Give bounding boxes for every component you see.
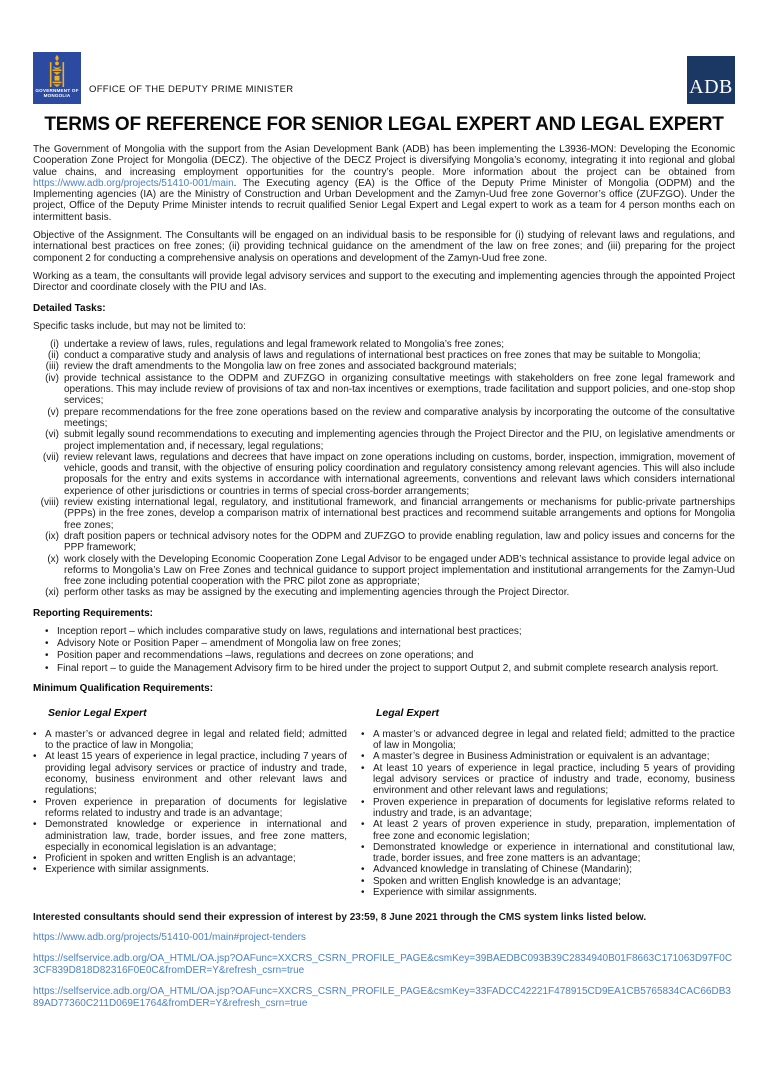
project-tenders-link-row [33, 932, 735, 944]
task-number: (v) [47, 406, 59, 418]
list-item [33, 864, 347, 875]
qualification-text: Experience with similar assignments. [373, 887, 537, 899]
bullet-icon: • [361, 887, 365, 899]
intro-text-before-link: The Government of Mongolia with the support from the Asian Development Bank (ADB) has been implementing the L3936-MON: Developing the Economic Cooperation Zone Project for Mongolia (DECZ). The objective of the DECZ Project is diversifying Mongolia’s economy, integrating it into regional and global value chains, and increasing employment opportunities for the country’s people. More information about the project can be obtained from [33, 144, 735, 178]
qualifications-heading: Minimum Qualification Requirements: [33, 682, 214, 694]
qualification-text: At least 2 years of proven experience in study, preparation, implementation of free zone and economic legislation; [373, 819, 735, 842]
bullet-icon: • [45, 637, 49, 649]
legal-expert-column [361, 701, 735, 898]
task-text: work closely with the Developing Economic Cooperation Zone Legal Advisor to be engaged under ADB’s technical assistance to provide legal advice on reforms to Mongolia’s Law on Free Zones and technical guidance to support project implementation and institutional arrangements for the Zamyn-Uud free zone including potential cooperation with the PRC pilot zone as appropriate; [64, 553, 735, 588]
bullet-icon: • [361, 751, 365, 763]
report-item-text: Final report – to guide the Management Advisory firm to be hired under the project to support Output 2, and submit complete research analysis report. [57, 662, 719, 674]
page-title: TERMS OF REFERENCE FOR SENIOR LEGAL EXPERT AND LEGAL EXPERT [44, 114, 724, 135]
intro-text-after-link: . The Executing agency (EA) is the Office of the Deputy Prime Minister of Mongolia (ODPM) and the Implementing agencies (IA) are the Ministry of Construction and Urban Development and the Zamyn-Uud free zone Governor’s office (ZUFZGO). Under the project, Office of the Deputy Prime Minister intends to recruit qualified Senior Legal Expert and Legal expert to work as a team for 4 person months each on intermittent basis. [33, 177, 735, 223]
task-number: (i) [50, 338, 59, 350]
list-item [33, 853, 347, 864]
qualification-text: Experience with similar assignments. [45, 864, 209, 876]
bullet-icon: • [361, 796, 365, 808]
bullet-icon: • [33, 853, 37, 865]
gov-logo-caption: GOVERNMENT OF MONGOLIA [35, 88, 79, 99]
task-number: (vii) [42, 451, 59, 463]
list-item [361, 887, 735, 898]
qualification-text: At least 10 years of experience in legal practice, including 5 years of providing legal advisory services or practice of industry and trade, economy, business environment and other relevant laws and regulations; [373, 762, 735, 797]
task-text: draft position papers or technical advisory notes for the ODPM and ZUFZGO to provide enabling regulation, law and policy issues and concerns for the PPP framework; [64, 530, 735, 554]
task-text: perform other tasks as may be assigned by the executing and implementing agencies through the Project Director. [64, 587, 570, 599]
cms-profile-link-2[interactable]: https://selfservice.adb.org/OA_HTML/OA.jsp?OAFunc=XXCRS_CSRN_PROFILE_PAGE&csmKey=33FADCC42221F478915CD9EA1CB5765834CAC66DB389AD77360C211D069E1764&fromDER=Y&refresh_csrn=true [33, 986, 731, 1010]
task-item [25, 407, 735, 430]
list-item [361, 842, 735, 865]
bullet-icon: • [33, 728, 37, 740]
cms-profile-link-row-2 [33, 986, 735, 1010]
task-number: (vi) [45, 429, 59, 441]
bullet-icon: • [45, 650, 49, 662]
report-item-text: Inception report – which includes comparative study on laws, regulations and international best practices; [57, 625, 522, 637]
senior-legal-expert-column [33, 701, 347, 898]
qualification-text: Demonstrated knowledge or experience in international and constitutional law, trade, border issues, and free zone matters is an advantage; [373, 841, 735, 865]
task-item [25, 429, 735, 452]
qualification-text: Demonstrated knowledge or experience in international and administration law, trade, border issues, and free zone matters, especially in economical legislation is an advantage; [45, 819, 347, 853]
report-item-text: Advisory Note or Position Paper – amendment of Mongolia law on free zones; [57, 637, 402, 649]
task-number: (ii) [47, 350, 59, 362]
list-item [45, 626, 735, 637]
bullet-icon: • [33, 751, 37, 763]
reporting-requirements-heading: Reporting Requirements: [33, 607, 154, 619]
qualification-text: Spoken and written English knowledge is an advantage; [373, 875, 621, 887]
list-item [33, 751, 347, 796]
project-main-link[interactable]: https://www.adb.org/projects/51410-001/main [33, 177, 234, 189]
task-text: review existing international legal, regulatory, and institutional framework, and financial arrangements or mechanisms for public-private partnerships (PPPs) in the free zones, develop a comparison matrix of international best practices and recommend suitable arrangements and options for Mongolia free zones; [64, 497, 735, 531]
list-item [361, 819, 735, 842]
bullet-icon: • [33, 864, 37, 876]
qualification-text: Proficient in spoken and written English is an advantage; [45, 853, 296, 865]
government-of-mongolia-logo [33, 52, 81, 104]
list-item [361, 729, 735, 752]
detailed-tasks-list [25, 339, 735, 599]
project-tenders-link[interactable]: https://www.adb.org/projects/51410-001/main#project-tenders [33, 932, 306, 944]
task-number: (iii) [45, 361, 59, 373]
bullet-icon: • [361, 819, 365, 831]
list-item [33, 797, 347, 820]
detailed-tasks-heading: Detailed Tasks: [33, 302, 106, 314]
adb-logo-text: ADB [689, 75, 733, 98]
list-item [361, 876, 735, 887]
cms-profile-link-1[interactable]: https://selfservice.adb.org/OA_HTML/OA.jsp?OAFunc=XXCRS_CSRN_PROFILE_PAGE&csmKey=39BAEDBC093B39C2834940B01F8663C171063D97F0C3CF839D818D82316F0E0C&fromDER=Y&refresh_csrn=true [33, 953, 733, 977]
list-item [361, 763, 735, 797]
task-number: (xi) [45, 587, 59, 599]
task-number: (viii) [40, 497, 59, 509]
task-item [25, 554, 735, 588]
senior-legal-expert-title: Senior Legal Expert [48, 706, 147, 719]
list-item [361, 797, 735, 820]
task-text: conduct a comparative study and analysis of laws and regulations of international best practices on free zones that may be suitable to Mongolia; [64, 350, 701, 362]
report-item-text: Position paper and recommendations –laws, regulations and decrees on zone operations; and [57, 650, 474, 662]
task-number: (x) [47, 553, 59, 565]
bullet-icon: • [33, 796, 37, 808]
qualification-text: Proven experience in preparation of documents for legislative reforms related to industry and trade, is an advantage; [373, 796, 735, 819]
task-text: undertake a review of laws, rules, regulations and legal framework related to Mongolia’s free zones; [64, 338, 505, 350]
objective-paragraph: Objective of the Assignment. The Consultants will be engaged on an individual basis to be responsible for (i) studying of relevant laws and regulations, and international best practices on free zones; (ii) providing technical guidance on the amendment of the law on free zones; and (iii) preparing for the project component 2 for conducting a comprehensive analysis on operations and development of the Zamyn-Uud free zone. [33, 230, 735, 264]
task-text: review relevant laws, regulations and decrees that have impact on zone operations including on customs, border, inspection, immigration, movement of vehicle, goods and transit, with the objective of ensuring policy coordination and regulatory consistency among relevant agencies. This will also include proposals for the entry and exits systems in accordance with international agreements, conventions and relevant laws which considers international experience of other jurisdictions or countries in terms of special cross-border arrangements; [64, 451, 735, 497]
task-item [25, 361, 735, 372]
task-text: provide technical assistance to the ODPM and ZUFZGO in organizing consultative meetings with stakeholders on free zone legal framework and operations. This may include review of provisions of tax and non-tax incentives or exemptions, trade facilitation and support policies, and one-stop shop services; [64, 372, 735, 407]
bullet-icon: • [361, 875, 365, 887]
bullet-icon: • [45, 625, 49, 637]
bullet-icon: • [361, 728, 365, 740]
qualification-text: A master’s or advanced degree in legal and related field; admitted to the practice of law in Mongolia; [373, 728, 735, 752]
cms-profile-link-row-1 [33, 953, 735, 977]
task-text: submit legally sound recommendations to executing and implementing agencies through the Project Director and the PIU, on legislative amendments or project implementation and, if necessary, legal regulations; [64, 429, 735, 452]
task-text: review the draft amendments to the Mongolia law on free zones and associated background materials; [64, 361, 517, 373]
adb-logo [687, 56, 735, 104]
list-item [45, 638, 735, 649]
task-item [25, 339, 735, 350]
bullet-icon: • [361, 762, 365, 774]
bullet-icon: • [45, 662, 49, 674]
submission-notice: Interested consultants should send their expression of interest by 23:59, 8 June 2021 through the CMS system links listed below. [33, 912, 647, 924]
task-item [25, 373, 735, 407]
bullet-icon: • [33, 819, 37, 831]
qualification-text: Advanced knowledge in translating of Chinese (Mandarin); [373, 864, 633, 876]
task-item [25, 350, 735, 361]
task-item [25, 587, 735, 598]
teamwork-paragraph: Working as a team, the consultants will provide legal advisory services and support to the executing and implementing agencies through the appointed Project Director and coordinate closely with the PIU and IAs. [33, 270, 735, 294]
list-item [33, 819, 347, 853]
senior-legal-expert-list [33, 729, 347, 876]
intro-paragraph [33, 144, 735, 223]
bullet-icon: • [361, 841, 365, 853]
task-item [25, 531, 735, 554]
task-item [25, 497, 735, 531]
qualification-columns [33, 701, 735, 898]
office-name: OFFICE OF THE DEPUTY PRIME MINISTER [89, 84, 294, 95]
qualification-text: At least 15 years of experience in legal practice, including 7 years of providing legal advisory services or practice of industry and trade, economy, business environment and other relevant laws and regulations; [45, 751, 347, 797]
legal-expert-list [361, 729, 735, 898]
list-item [33, 729, 347, 752]
list-item [45, 650, 735, 661]
task-text: prepare recommendations for the free zone operations based on the review and comparative analysis by incorporating the outcome of the consultative meetings; [64, 406, 735, 429]
reporting-requirements-list [45, 626, 735, 674]
task-item [25, 452, 735, 497]
qualification-text: Proven experience in preparation of documents for legislative reforms related to industry and trade is an advantage; [45, 796, 347, 819]
list-item [361, 751, 735, 762]
list-item [45, 663, 735, 674]
detailed-tasks-intro: Specific tasks include, but may not be limited to: [33, 320, 246, 332]
task-number: (ix) [45, 530, 59, 542]
qualification-text: A master’s or advanced degree in legal and related field; admitted to the practice of law in Mongolia; [45, 728, 347, 752]
bullet-icon: • [361, 864, 365, 876]
legal-expert-title: Legal Expert [376, 706, 440, 719]
list-item [361, 864, 735, 875]
page-header [33, 52, 735, 104]
task-number: (iv) [45, 372, 59, 384]
qualification-text: A master’s degree in Business Administration or equivalent is an advantage; [373, 751, 710, 763]
soyombo-icon [46, 55, 68, 87]
